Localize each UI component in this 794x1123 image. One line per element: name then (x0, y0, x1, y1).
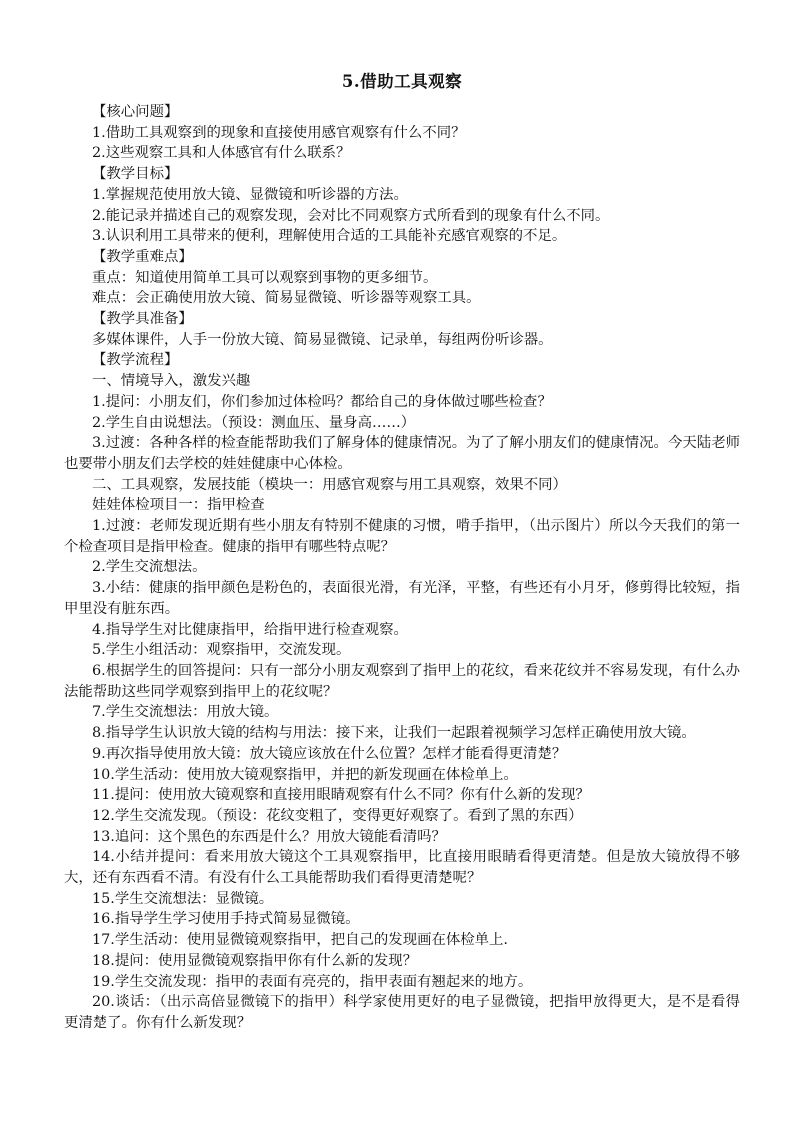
paragraph: 5.学生小组活动：观察指甲，交流发现。 (92, 642, 351, 659)
paragraph: 19.学生交流发现：指甲的表面有亮亮的，指甲表面有翘起来的地方。 (92, 973, 533, 990)
paragraph: 3.过渡：各种各样的检查能帮助我们了解身体的健康情况。为了了解小朋友们的健康情况。今天陆老师也要带小朋友们去学校的娃娃健康中心体检。 (64, 435, 740, 472)
paragraph: 难点：会正确使用放大镜、简易显微镜、听诊器等观察工具。 (92, 290, 481, 307)
section-heading-teaching-goals: 【教学目标】 (92, 166, 179, 183)
paragraph: 20.谈话：（出示高倍显微镜下的指甲）科学家使用更好的电子显微镜，把指甲放得更大，是不是看得更清楚了。你有什么新发现？ (64, 994, 740, 1031)
paragraph: 重点：知道使用简单工具可以观察到事物的更多细节。 (92, 269, 438, 286)
section-heading-teaching-process: 【教学流程】 (92, 352, 179, 369)
paragraph: 2.这些观察工具和人体感官有什么联系？ (92, 145, 351, 162)
paragraph: 17.学生活动：使用显微镜观察指甲，把自己的发现画在体检单上. (92, 932, 509, 949)
paragraph: 1.借助工具观察到的现象和直接使用感官观察有什么不同？ (92, 124, 466, 141)
paragraph: 7.学生交流想法：用放大镜。 (92, 704, 279, 721)
paragraph: 8.指导学生认识放大镜的结构与用法：接下来，让我们一起跟着视频学习怎样正确使用放大镜。 (92, 725, 696, 742)
paragraph: 18.提问：使用显微镜观察指甲你有什么新的发现？ (92, 952, 418, 969)
paragraph: 1.掌握规范使用放大镜、显微镜和听诊器的方法。 (92, 186, 408, 203)
paragraph: 9.再次指导使用放大镜：放大镜应该放在什么位置？怎样才能看得更清楚？ (92, 745, 567, 762)
paragraph: 14.小结并提问：看来用放大镜这个工具观察指甲，比直接用眼睛看得更清楚。但是放大镜放得不够大，还有东西看不清。有没有什么工具能帮助我们看得更清楚呢？ (64, 849, 740, 887)
subheading: 娃娃体检项目一：指甲检查 (92, 497, 265, 514)
subheading: 一、情境导入，激发兴趣 (92, 373, 251, 390)
paragraph: 15.学生交流想法：显微镜。 (92, 890, 274, 907)
paragraph: 4.指导学生对比健康指甲，给指甲进行检查观察。 (92, 621, 408, 638)
paragraph: 12.学生交流发现。（预设：花纹变粗了，变得更好观察了。看到了黑的东西） (92, 807, 583, 824)
paragraph: 1.提问：小朋友们，你们参加过体检吗？都给自己的身体做过哪些检查？ (92, 393, 552, 410)
paragraph: 2.能记录并描述自己的观察发现，会对比不同观察方式所看到的现象有什么不同。 (92, 207, 610, 224)
paragraph: 1.过渡：老师发现近期有些小朋友有特别不健康的习惯，啃手指甲，（出示图片）所以今天我们的第一个检查项目是指甲检查。健康的指甲有哪些特点呢？ (64, 518, 740, 555)
paragraph: 3.认识利用工具带来的便利，理解使用合适的工具能补充感官观察的不足。 (92, 228, 567, 245)
paragraph: 2.学生自由说想法。（预设：测血压、量身高……） (92, 414, 416, 431)
paragraph: 11.提问：使用放大镜观察和直接用眼睛观察有什么不同？你有什么新的发现？ (92, 787, 590, 804)
document-page (64, 70, 740, 1034)
paragraph: 3.小结：健康的指甲颜色是粉色的，表面很光滑，有光泽，平整，有些还有小月牙，修剪得比较短，指甲里没有脏东西。 (64, 580, 740, 617)
paragraph: 16.指导学生学习使用手持式简易显微镜。 (92, 911, 360, 928)
paragraph: 10.学生活动：使用放大镜观察指甲，并把的新发现画在体检单上。 (92, 766, 518, 783)
paragraph: 多媒体课件，人手一份放大镜、简易显微镜、记录单，每组两份听诊器。 (92, 331, 553, 348)
paragraph: 6.根据学生的回答提问：只有一部分小朋友观察到了指甲上的花纹，看来花纹并不容易发现，有什么办法能帮助这些同学观察到指甲上的花纹呢？ (64, 662, 740, 700)
paragraph: 2.学生交流想法。 (92, 559, 207, 576)
paragraph: 13.追问：这个黑色的东西是什么？用放大镜能看清吗？ (92, 828, 446, 845)
section-heading-core-questions: 【核心问题】 (92, 104, 179, 120)
document-title: 5.借助工具观察 (341, 72, 463, 91)
section-heading-materials: 【教学具准备】 (92, 311, 193, 328)
section-heading-key-difficulties: 【教学重难点】 (92, 248, 193, 265)
subheading: 二、工具观察，发展技能（模块一：用感官观察与用工具观察，效果不同） (92, 476, 567, 493)
